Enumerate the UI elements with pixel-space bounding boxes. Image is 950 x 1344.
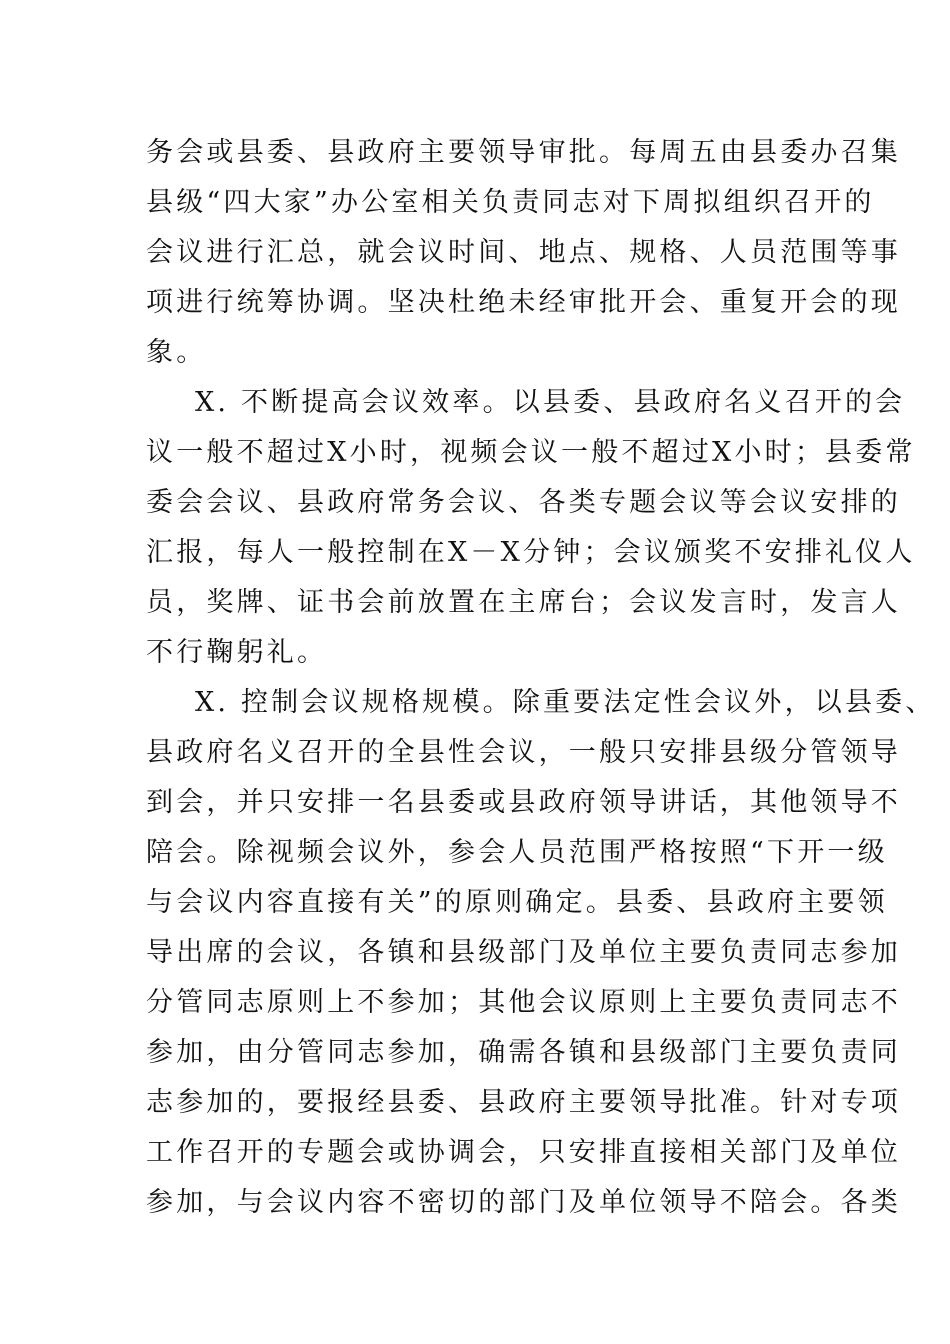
text-line: 县级“四大家”办公室相关负责同志对下周拟组织召开的 [146,187,875,218]
text-line: 委会会议、县政府常务会议、各类专题会议等会议安排的 [146,487,901,518]
text-line: 志参加的，要报经县委、县政府主要领导批准。针对专项 [146,1087,901,1118]
text-line: 与会议内容直接有关”的原则确定。县委、县政府主要领 [146,887,888,918]
text-line: 县政府名义召开的全县性会议，一般只安排县级分管领导 [146,737,901,768]
text-line: 务会或县委、县政府主要领导审批。每周五由县委办召集 [146,137,901,168]
text-line: 参加，与会议内容不密切的部门及单位领导不陪会。各类 [146,1187,901,1218]
text-line: 会议进行汇总，就会议时间、地点、规格、人员范围等事 [146,237,901,268]
text-line: 象。 [146,337,207,368]
text-line: 项进行统筹协调。坚决杜绝未经审批开会、重复开会的现 [146,287,901,318]
text-line: 参加，由分管同志参加，确需各镇和县级部门主要负责同 [146,1037,901,1068]
text-line: 员，奖牌、证书会前放置在主席台；会议发言时，发言人 [146,587,901,618]
text-line: 导出席的会议，各镇和县级部门及单位主要负责同志参加 [146,937,901,968]
text-line: 分管同志原则上不参加；其他会议原则上主要负责同志不 [146,987,901,1018]
text-line: 汇报，每人一般控制在X－X分钟；会议颁奖不安排礼仪人 [146,537,916,568]
text-line: 议一般不超过X小时，视频会议一般不超过X小时；县委常 [146,437,916,468]
text-line: 工作召开的专题会或协调会，只安排直接相关部门及单位 [146,1137,901,1168]
text-line: 不行鞠躬礼。 [146,637,328,668]
text-line: 到会，并只安排一名县委或县政府领导讲话，其他领导不 [146,787,901,818]
paragraph-heading-line: X. 控制会议规格规模。除重要法定性会议外，以县委、 [195,687,936,718]
paragraph-heading-line: X. 不断提高会议效率。以县委、县政府名义召开的会 [195,387,906,418]
text-line: 陪会。除视频会议外，参会人员范围严格按照“下开一级 [146,837,888,868]
